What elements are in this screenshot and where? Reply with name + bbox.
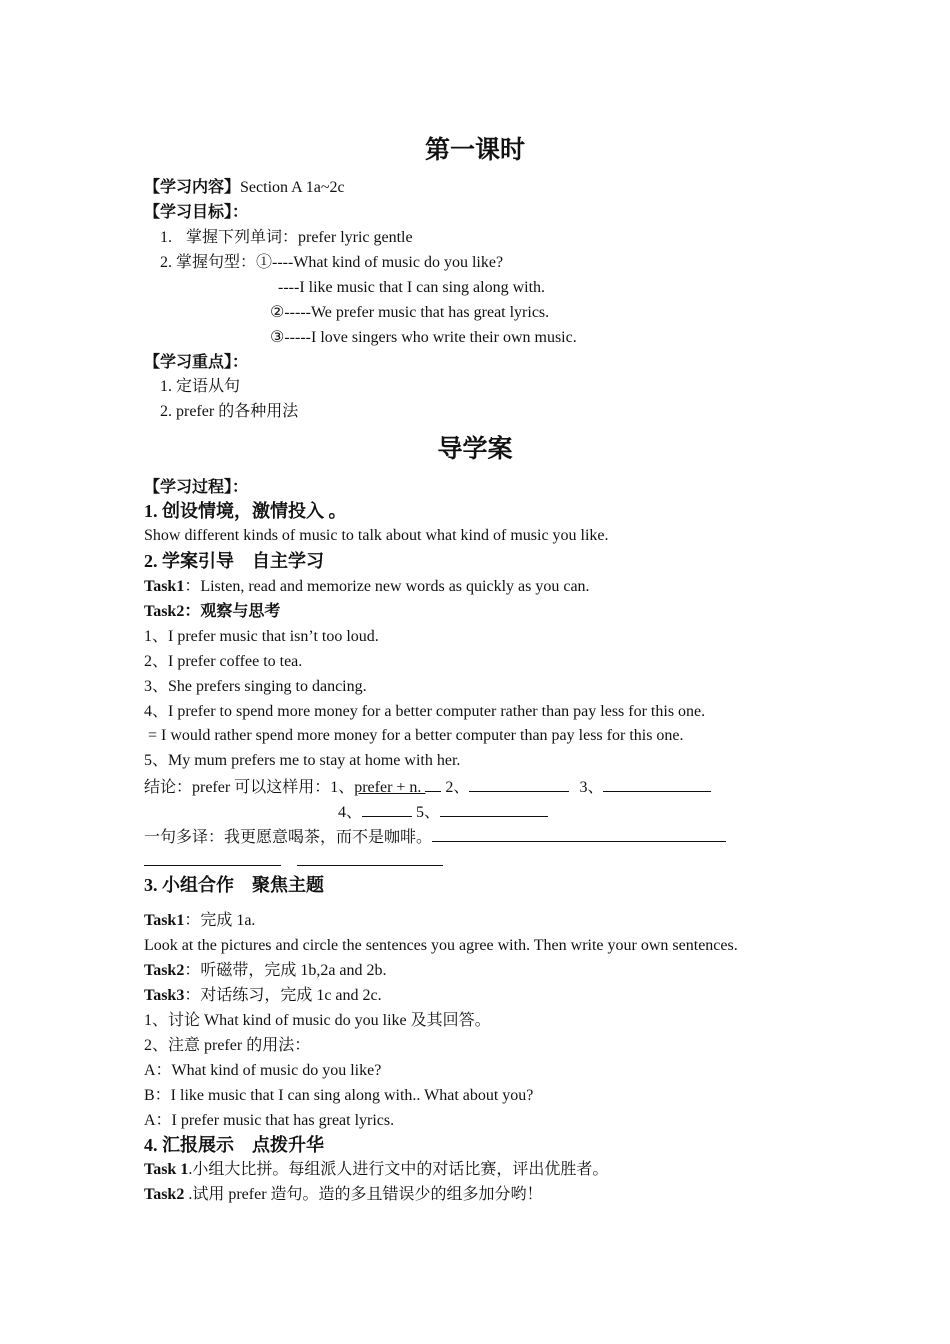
key-point-2: 2. prefer 的各种用法: [160, 403, 299, 420]
s4-task2: Task2 .试用 prefer 造句。造的多且错误少的组多加分哟！: [144, 1186, 543, 1203]
study-content-text: Section A 1a~2c: [240, 179, 345, 196]
process-heading: 【学习过程】：: [144, 479, 249, 496]
goal-item-2-line-d: ③-----I love singers who write their own music.: [270, 329, 577, 346]
section-2-heading: 2. 学案引导 自主学习: [144, 551, 324, 571]
lesson-title: 第一课时: [424, 137, 525, 164]
study-content-label: 【学习内容】: [144, 179, 241, 196]
dialogue-line-2: B：I like music that I can sing along with.. What about you?: [144, 1087, 534, 1104]
translation-line-2: [144, 850, 443, 872]
section-3-heading: 3. 小组合作 聚焦主题: [144, 875, 324, 895]
example-4-rephrase: = I would rather spend more money for a better computer than pay less for this one.: [148, 727, 684, 744]
translation-line: 一句多译：我更愿意喝茶，而不是咖啡。: [144, 826, 726, 848]
goal-item-2-line-c: ②-----We prefer music that has great lyrics.: [270, 304, 550, 321]
section-4-heading: 4. 汇报展示 点拨升华: [144, 1135, 324, 1155]
conclusion-answer-1: prefer + n.: [354, 779, 426, 796]
key-points-heading: 【学习重点】：: [144, 354, 249, 371]
example-2: 2、I prefer coffee to tea.: [144, 653, 303, 670]
s2-task2: Task2：观察与思考: [144, 603, 281, 620]
translation-blank-2[interactable]: [144, 850, 281, 866]
s3-point-1: 1、讨论 What kind of music do you like 及其回答。: [144, 1012, 491, 1029]
goal-item-2-line-b: ----I like music that I can sing along with.: [278, 279, 546, 296]
key-point-1: 1. 定语从句: [160, 378, 241, 395]
s3-task1-desc: Look at the pictures and circle the sentences you agree with. Then write your own sentences.: [144, 937, 738, 954]
example-4: 4、I prefer to spend more money for a better computer rather than pay less for this one.: [144, 703, 706, 720]
conclusion-line: 结论：prefer 可以这样用：1、prefer + n. 2、 3、: [144, 776, 711, 798]
section-1-heading: 1. 创设情境，激情投入 。: [144, 501, 347, 521]
blank-2[interactable]: [469, 776, 569, 792]
blank-3[interactable]: [603, 776, 711, 792]
translation-blank-3[interactable]: [297, 850, 443, 866]
study-content-line: [144, 178, 345, 198]
s3-task3: Task3：对话练习，完成 1c and 2c.: [144, 987, 382, 1004]
goal-item-2: 2. 掌握句型：①----What kind of music do you like?: [160, 254, 504, 271]
example-1: 1、I prefer music that isn’t too loud.: [144, 628, 379, 645]
example-3: 3、She prefers singing to dancing.: [144, 678, 367, 695]
conclusion-line-2: 4、 5、: [338, 801, 548, 823]
example-5: 5、My mum prefers me to stay at home with her.: [144, 752, 461, 769]
s3-task1: Task1：完成 1a.: [144, 912, 256, 929]
dialogue-line-3: A：I prefer music that has great lyrics.: [144, 1112, 395, 1129]
s2-task1: Task1：Listen, read and memorize new words as quickly as you can.: [144, 578, 590, 595]
translation-blank[interactable]: [432, 826, 726, 842]
blank-4[interactable]: [362, 801, 412, 817]
s3-point-2: 2、注意 prefer 的用法：: [144, 1037, 311, 1054]
s4-task1: Task 1.小组大比拼。每组派人进行文中的对话比赛，评出优胜者。: [144, 1161, 609, 1178]
dialogue-line-1: A：What kind of music do you like?: [144, 1062, 382, 1079]
study-goals-heading: 【学习目标】：: [144, 204, 249, 221]
blank-5[interactable]: [440, 801, 548, 817]
guide-title: 导学案: [437, 436, 513, 463]
goal-item-1: 1. 掌握下列单词：prefer lyric gentle: [160, 229, 413, 246]
section-1-text: Show different kinds of music to talk about what kind of music you like.: [144, 527, 609, 544]
s3-task2: Task2：听磁带，完成 1b,2a and 2b.: [144, 962, 387, 979]
